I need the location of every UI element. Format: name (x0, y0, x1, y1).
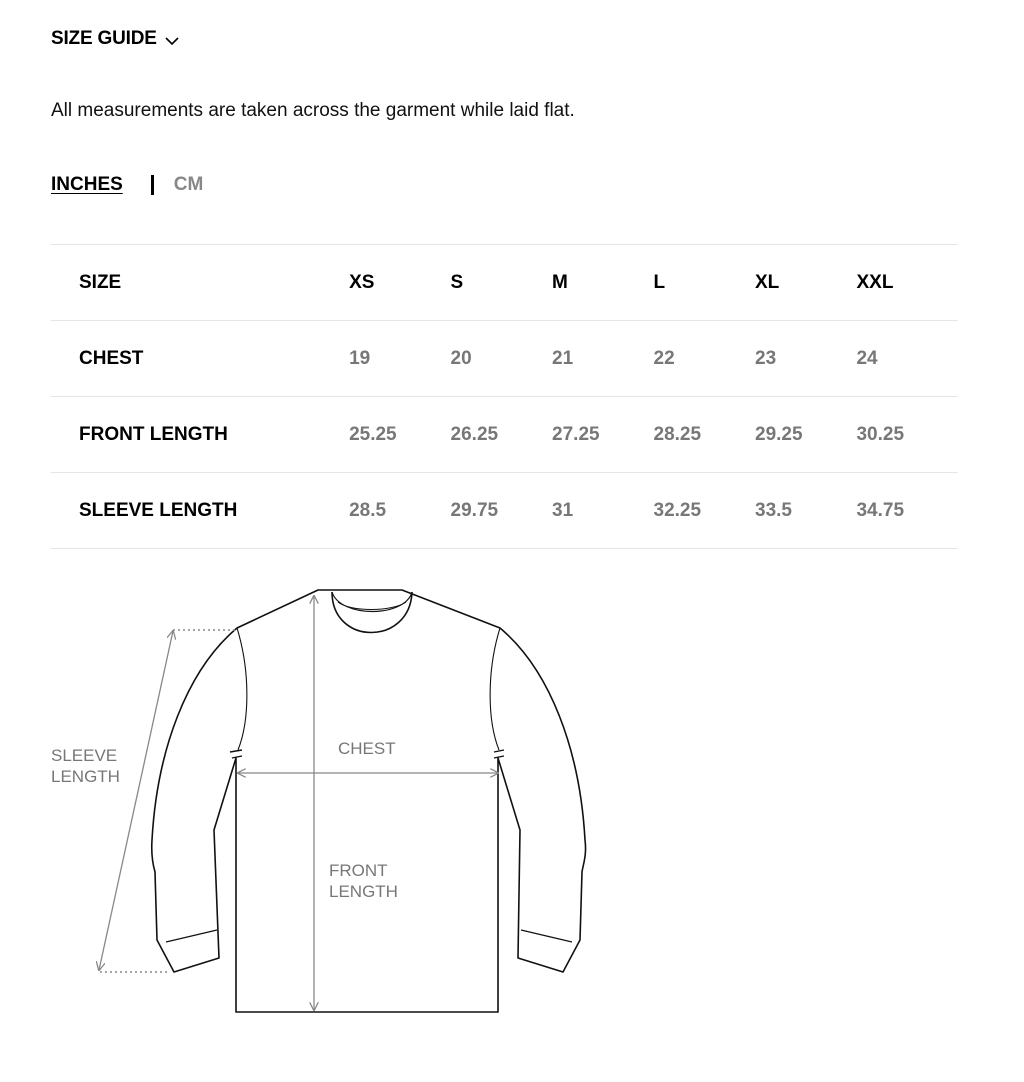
row-label: FRONT LENGTH (79, 423, 228, 445)
unit-divider (151, 175, 154, 195)
diagram-sleeve-label-line-1: SLEEVE (51, 746, 118, 765)
size-xl: XL (755, 271, 780, 293)
cell-value: 22 (653, 347, 675, 369)
cell-value: 21 (552, 347, 574, 369)
row-label: CHEST (79, 347, 144, 369)
size-xxl: XXL (856, 271, 894, 293)
unit-switcher (51, 174, 203, 196)
cell-value: 33.5 (755, 499, 792, 521)
unit-inches-tab[interactable]: INCHES (51, 174, 123, 195)
measurement-note: All measurements are taken across the garment while laid flat. (51, 100, 575, 121)
diagram-front-label-line-2: LENGTH (329, 882, 398, 901)
table-row-front-length (51, 397, 958, 473)
cell-value: 25.25 (349, 423, 397, 445)
cell-value: 26.25 (450, 423, 499, 445)
diagram-sleeve-label-line-2: LENGTH (51, 767, 120, 786)
row-label: SLEEVE LENGTH (79, 499, 238, 521)
table-row-chest (51, 321, 958, 397)
size-m: M (552, 271, 568, 293)
size-guide-toggle[interactable] (51, 28, 179, 50)
longsleeve-shirt-illustration (40, 580, 600, 1030)
cell-value: 28.25 (653, 423, 702, 445)
cell-value: 23 (755, 347, 777, 369)
diagram-sleeve-length-label (51, 745, 120, 787)
diagram-front-length-label (329, 860, 398, 902)
size-header-label: SIZE (79, 271, 122, 293)
cell-value: 31 (552, 499, 574, 521)
cell-value: 29.25 (755, 423, 803, 445)
cell-value: 24 (856, 347, 878, 369)
unit-cm-tab[interactable]: CM (173, 174, 204, 195)
diagram-chest-label: CHEST (338, 739, 396, 758)
size-xs: XS (349, 271, 375, 293)
cell-value: 28.5 (349, 499, 387, 521)
chevron-down-icon (165, 34, 179, 48)
cell-value: 32.25 (653, 499, 702, 521)
cell-value: 30.25 (856, 423, 905, 445)
size-s: S (450, 271, 464, 293)
size-guide-title: SIZE GUIDE (51, 28, 157, 49)
cell-value: 34.75 (856, 499, 905, 521)
cell-value: 27.25 (552, 423, 600, 445)
cell-value: 29.75 (450, 499, 499, 521)
table-row-sleeve-length (51, 473, 958, 549)
garment-measurement-diagram (40, 580, 600, 1030)
size-l: L (653, 271, 666, 293)
size-table (51, 244, 958, 549)
cell-value: 20 (450, 347, 472, 369)
cell-value: 19 (349, 347, 371, 369)
size-header-row (51, 245, 958, 321)
diagram-front-label-line-1: FRONT (329, 861, 388, 880)
